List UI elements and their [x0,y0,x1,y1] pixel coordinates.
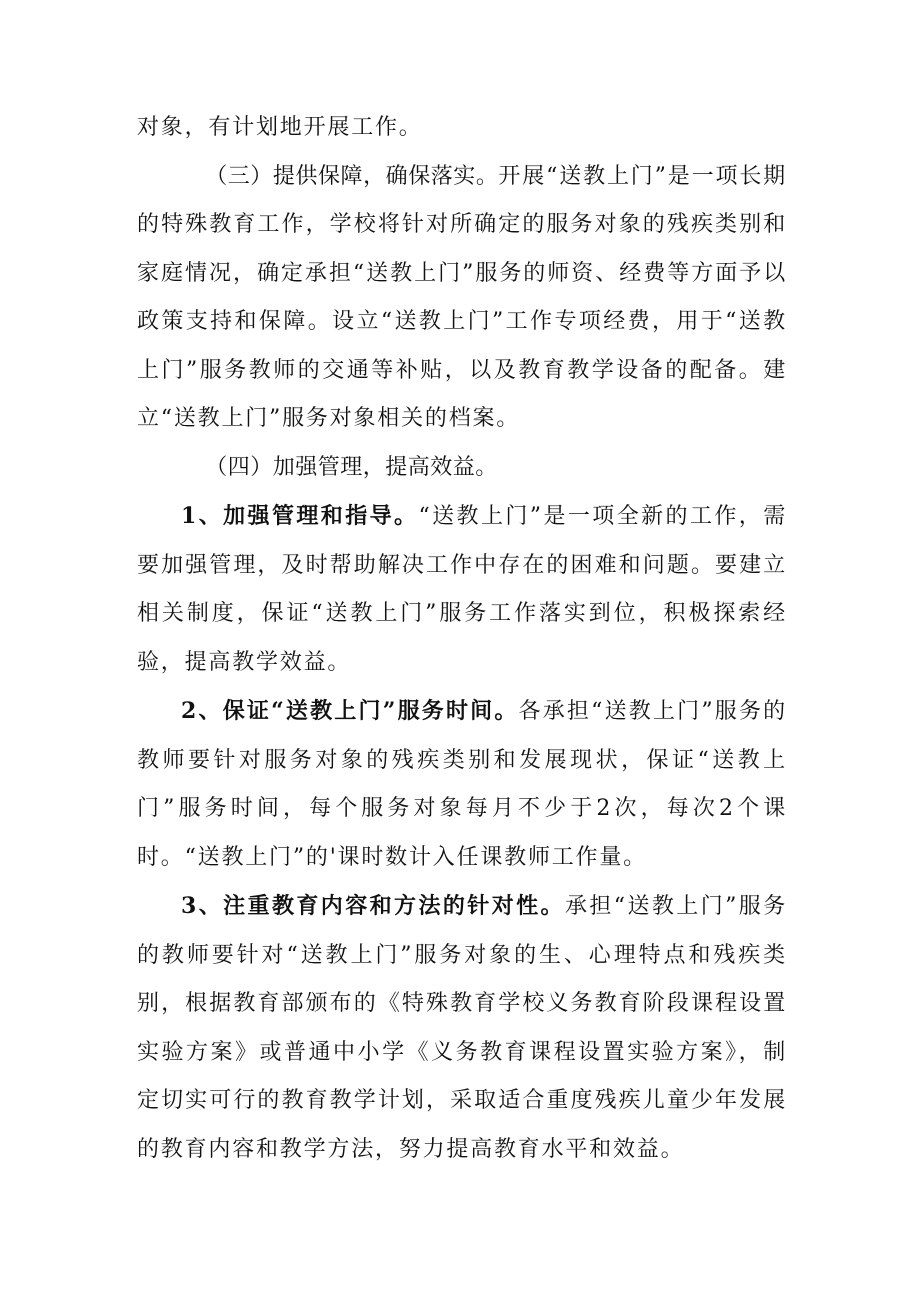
paragraph-item-1 [137,492,787,687]
item-heading-3: 3、注重教育内容和方法的针对性。 [181,893,565,919]
paragraph-item-2 [137,687,787,882]
item-heading-2: 2、保证“送教上门”服务时间。 [181,698,519,724]
section-heading-3: （三）提供保障，确保落实。 [205,163,499,189]
paragraph-text: 开展“送教上门”是一项长期的特殊教育工作，学校将针对所确定的服务对象的残疾类别和家庭情况，确定承担“送教上门”服务的师资、经费等方面予以政策支持和保障。设立“送教上门”工作专项经费，用于“送教上门”服务教师的交通等补贴，以及教育教学设备的配备。建立“送教上门”服务对象相关的档案。 [137,163,787,431]
paragraph-continuation [137,104,787,153]
paragraph-section-3 [137,153,787,444]
section-heading-4-text: （四）加强管理，提高效益。 [205,454,498,480]
paragraph-text: 承担“送教上门”服务的教师要针对“送教上门”服务对象的生、心理特点和残疾类别，根据教育部颁布的《特殊教育学校义务教育阶段课程设置实验方案》或普通中小学《义务教育课程设置实验方案》，制定切实可行的教育教学计划，采取适合重度残疾儿童少年发展的教育内容和教学方法，努力提高教育水平和效益。 [137,894,788,1162]
paragraph-text: 各承担“送教上门”服务的教师要针对服务对象的残疾类别和发展现状，保证“送教上门”服务时间，每个服务对象每月不少于2次，每次2个课时。“送教上门”的'课时数计入任课教师工作量。 [137,699,787,870]
document-body [137,104,787,1174]
paragraph-text: “送教上门”是一项全新的工作，需要加强管理，及时帮助解决工作中存在的困难和问题。要建立相关制度，保证“送教上门”服务工作落实到位，积极探索经验，提高教学效益。 [137,504,787,675]
item-heading-1: 1、加强管理和指导。 [181,503,419,529]
paragraph-item-3 [137,882,787,1174]
section-heading-4 [137,444,787,493]
paragraph-text: 对象，有计划地开展工作。 [137,115,423,140]
